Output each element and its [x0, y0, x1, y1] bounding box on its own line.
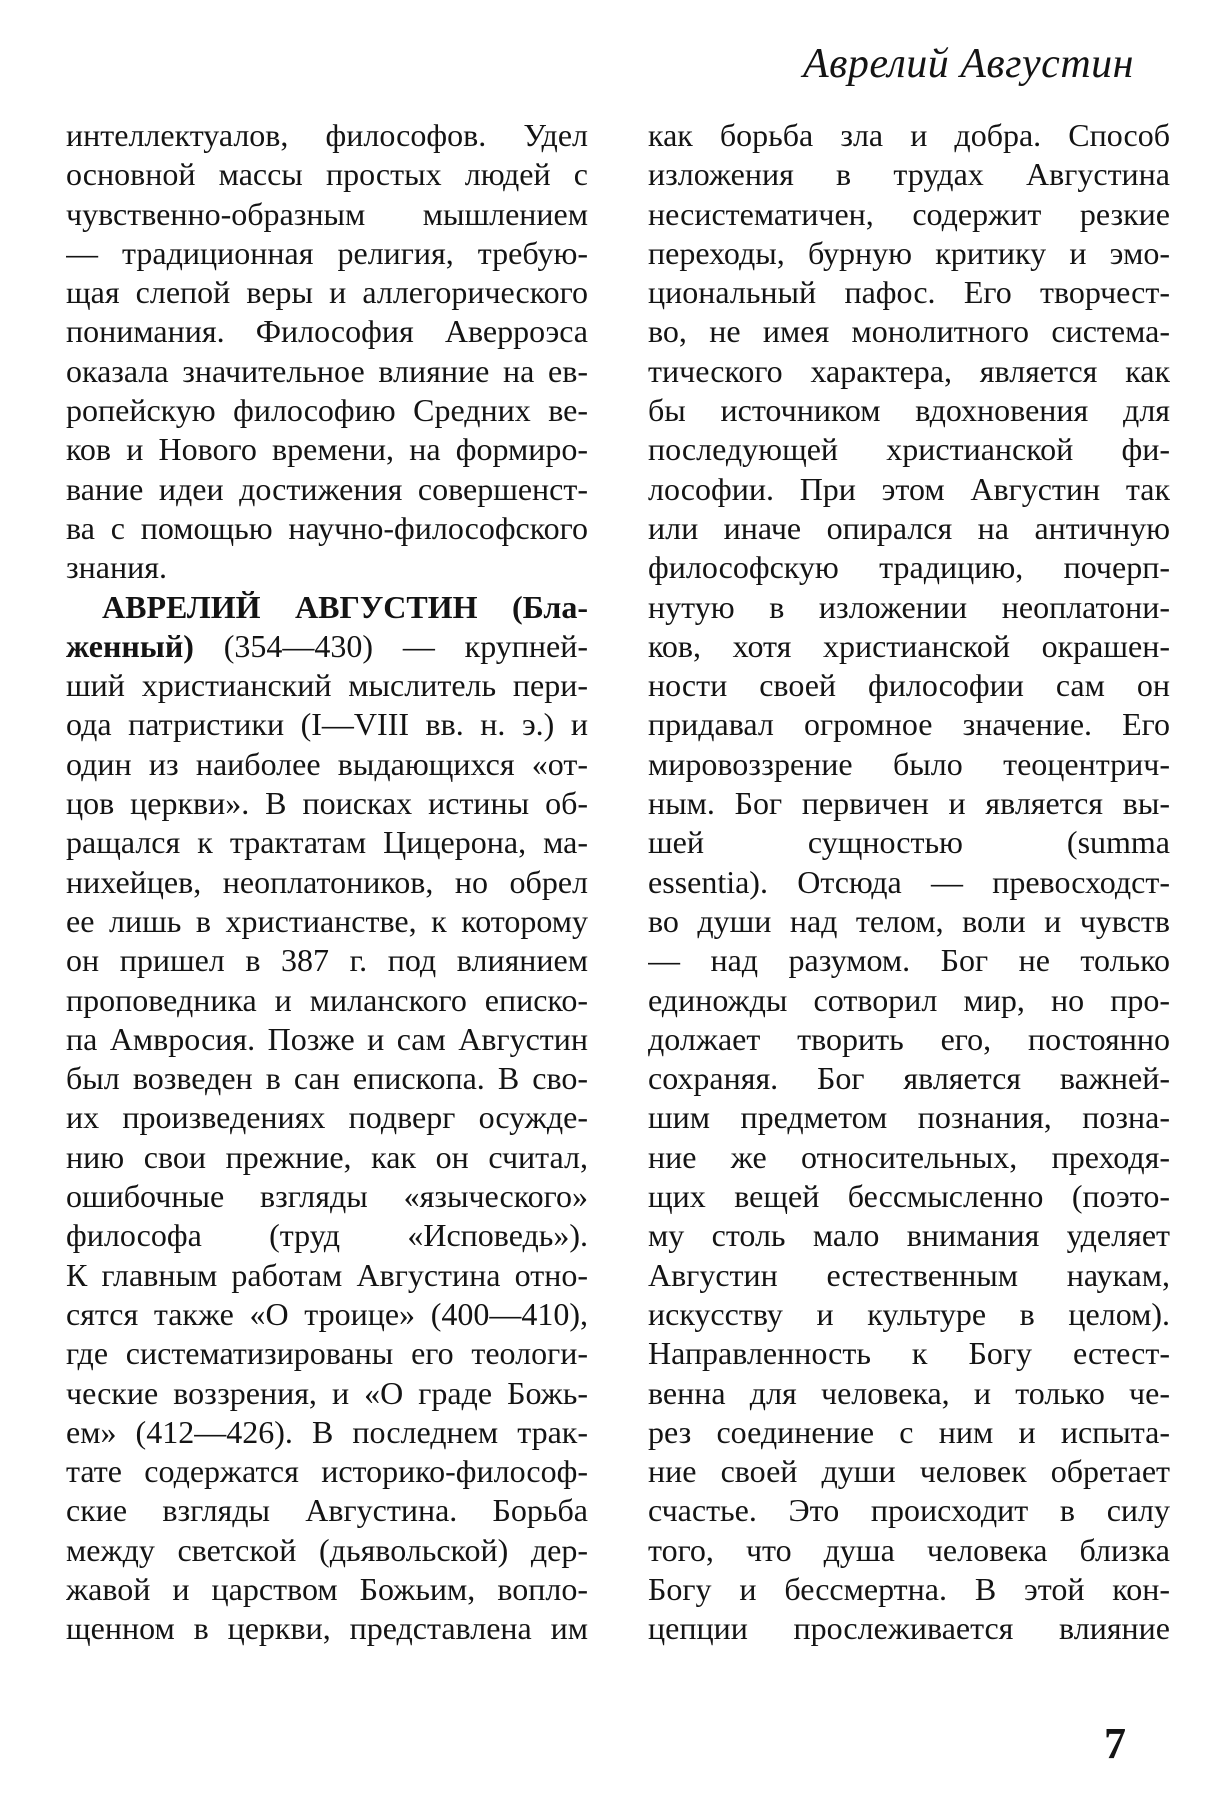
text-line: несистематичен, содержит резкие	[648, 195, 1170, 232]
text-line: придавал огромное значение. Его	[648, 706, 1170, 743]
text-line: циональный пафос. Его творчест-	[648, 274, 1170, 311]
text-line: нихейцев, неоплатоников, но обрел	[66, 863, 588, 900]
text-line: ние же относительных, преходя-	[648, 1138, 1170, 1175]
text-line: Направленность к Богу естест-	[648, 1335, 1170, 1372]
text-line: ропейскую философию Средних ве-	[66, 392, 588, 429]
text-line: ший христианский мыслитель пери-	[66, 667, 588, 704]
text-line: сятся также «О троице» (400—410),	[66, 1295, 588, 1332]
text-line: ода патристики (I—VIII вв. н. э.) и	[66, 706, 588, 743]
text-line: ние своей души человек обретает	[648, 1453, 1170, 1490]
text-line: философа (труд «Исповедь»).	[66, 1217, 588, 1254]
entry-heading-line	[66, 588, 588, 627]
text-line: вание идеи достижения совершенст-	[66, 470, 588, 507]
text-line: щенном в церкви, представлена им	[66, 1610, 588, 1647]
text-line: был возведен в сан епископа. В сво-	[66, 1060, 588, 1097]
text-line: му столь мало внимания уделяет	[648, 1217, 1170, 1254]
text-line: основной массы простых людей с	[66, 156, 588, 193]
text-line: чувственно-образным мышлением	[66, 195, 588, 232]
text-line: жавой и царством Божьим, вопло-	[66, 1570, 588, 1607]
text-line: ным. Бог первичен и является вы-	[648, 785, 1170, 822]
text-line: К главным работам Августина отно-	[66, 1256, 588, 1293]
text-line: щая слепой веры и аллегорического	[66, 274, 588, 311]
left-column	[66, 116, 588, 1649]
text-line: между светской (дьявольской) дер-	[66, 1531, 588, 1568]
text-line: лософии. При этом Августин так	[648, 470, 1170, 507]
text-line: essentia). Отсюда — превосходст-	[648, 863, 1170, 900]
text-line: оказала значительное влияние на ев-	[66, 352, 588, 389]
text-line: счастье. Это происходит в силу	[648, 1492, 1170, 1529]
text-line: — традиционная религия, требую-	[66, 234, 588, 271]
text-line: щих вещей бессмысленно (поэто-	[648, 1178, 1170, 1215]
right-column	[648, 116, 1170, 1649]
text-line: шей сущностью (summa	[648, 824, 1170, 861]
text-line: их произведениях подверг осужде-	[66, 1099, 588, 1136]
page-number: 7	[1104, 1719, 1126, 1768]
text-line: или иначе опирался на античную	[648, 509, 1170, 546]
text-line: мировоззрение было теоцентрич-	[648, 745, 1170, 782]
text-line: венна для человека, и только че-	[648, 1374, 1170, 1411]
entry-heading-cont: женный)	[66, 627, 194, 664]
text-line: философскую традицию, почерп-	[648, 549, 1170, 586]
text-line: Богу и бессмертна. В этой кон-	[648, 1570, 1170, 1607]
text-line: того, что душа человека близка	[648, 1531, 1170, 1568]
text-line: во, не имея монолитного система-	[648, 313, 1170, 350]
text-line: ем» (412—426). В последнем трак-	[66, 1413, 588, 1450]
text-line: ков, хотя христианской окрашен-	[648, 627, 1170, 664]
text-line: искусству и культуре в целом).	[648, 1295, 1170, 1332]
text-line: единожды сотворил мир, но про-	[648, 981, 1170, 1018]
text-line: ские взгляды Августина. Борьба	[66, 1492, 588, 1529]
text-line: ращался к трактатам Цицерона, ма-	[66, 824, 588, 861]
text-line: тате содержатся историко-философ-	[66, 1453, 588, 1490]
text-line: ва с помощью научно-философского	[66, 509, 588, 546]
text-line: бы источником вдохновения для	[648, 392, 1170, 429]
text-line: нию свои прежние, как он считал,	[66, 1138, 588, 1175]
text-line: ности своей философии сам он	[648, 667, 1170, 704]
text-line: ошибочные взгляды «языческого»	[66, 1178, 588, 1215]
entry-heading-line	[66, 627, 588, 666]
text-line: тического характера, является как	[648, 352, 1170, 389]
entry-heading: АВРЕЛИЙ АВГУСТИН (Бла-	[102, 588, 588, 625]
text-line: знания.	[66, 549, 167, 586]
text-line: он пришел в 387 г. под влиянием	[66, 942, 588, 979]
text-line: должает творить его, постоянно	[648, 1020, 1170, 1057]
text-line: последующей христианской фи-	[648, 431, 1170, 468]
text-line: па Амвросия. Позже и сам Августин	[66, 1020, 588, 1057]
text-line: ее лишь в христианстве, к которому	[66, 902, 588, 939]
text-line: понимания. Философия Аверроэса	[66, 313, 588, 350]
text-line: цов церкви». В поисках истины об-	[66, 785, 588, 822]
text-line: где систематизированы его теологи-	[66, 1335, 588, 1372]
text-line: изложения в трудах Августина	[648, 156, 1170, 193]
text-line: нутую в изложении неоплатони-	[648, 588, 1170, 625]
text-line: Августин естественным наукам,	[648, 1256, 1170, 1293]
text-line: проповедника и миланского еписко-	[66, 981, 588, 1018]
text-line: интеллектуалов, философов. Удел	[66, 117, 588, 153]
text-line: один из наиболее выдающихся «от-	[66, 745, 588, 782]
text-line: переходы, бурную критику и эмо-	[648, 234, 1170, 271]
text-line: шим предметом познания, позна-	[648, 1099, 1170, 1136]
running-header: Аврелий Августин	[802, 41, 1134, 87]
text-line: — над разумом. Бог не только	[648, 942, 1170, 979]
text-line: во души над телом, воли и чувств	[648, 902, 1170, 939]
text-line: ков и Нового времени, на формиро-	[66, 431, 588, 468]
text-line: сохраняя. Бог является важней-	[648, 1060, 1170, 1097]
entry-dates: (354—430) — крупней-	[193, 627, 588, 664]
text-line: ческие воззрения, и «О граде Божь-	[66, 1374, 588, 1411]
text-line: цепции прослеживается влияние	[648, 1610, 1170, 1647]
text-line: как борьба зла и добра. Способ	[648, 117, 1170, 153]
text-line: рез соединение с ним и испыта-	[648, 1413, 1170, 1450]
